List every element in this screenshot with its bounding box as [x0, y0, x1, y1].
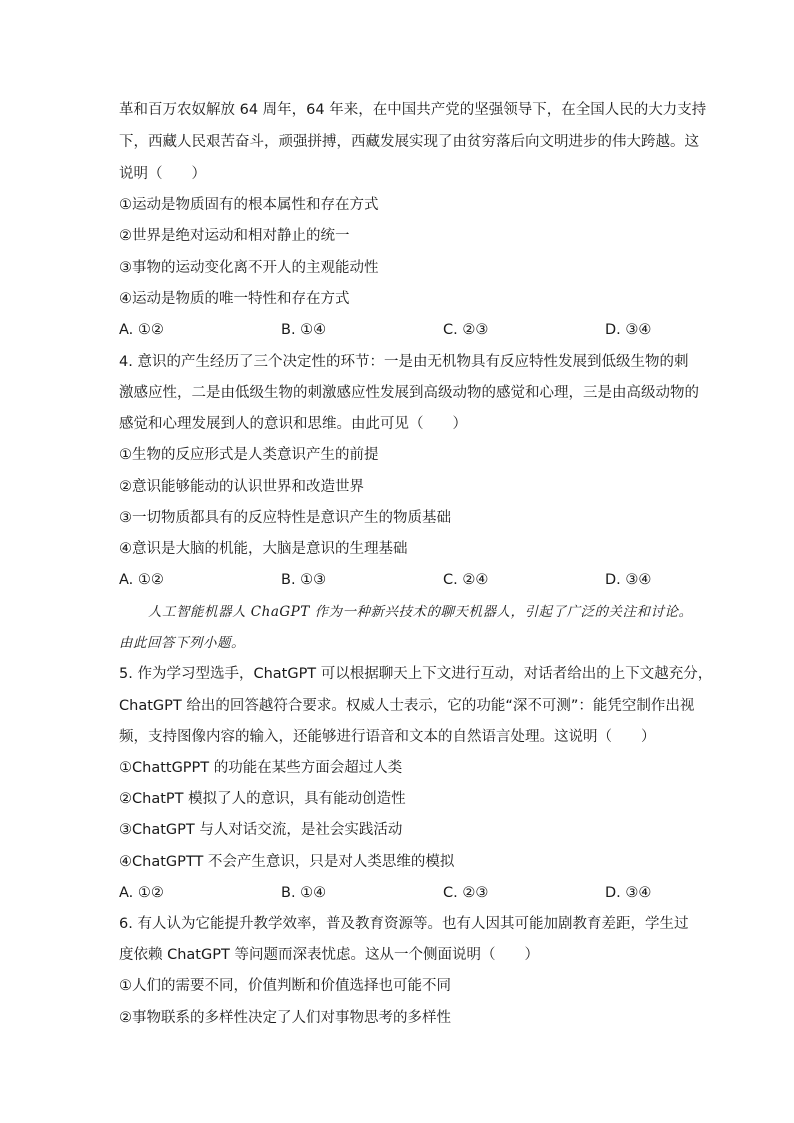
q5-stem-line-1: 5. 作为学习型选手，ChatGPT 可以根据聊天上下文进行互动，对话者给出的上下文越充分，	[119, 666, 713, 682]
q5-option-a[interactable]: A. ①②	[119, 885, 164, 901]
q5-stem-line-3: 频，支持图像内容的输入，还能够进行语音和文本的自然语言处理。这说明（ ）	[119, 729, 656, 745]
q4-item-1: ①生物的反应形式是人类意识产生的前提	[119, 447, 379, 463]
q5-stem-line-2: ChatGPT 给出的回答越符合要求。权威人士表示，它的功能“深不可测”：能凭空制作出视	[119, 698, 695, 714]
q3-option-d[interactable]: D. ③④	[605, 322, 652, 338]
q4-stem-line-1: 4. 意识的产生经历了三个决定性的环节：一是由无机物具有反应特性发展到低级生物的刺	[119, 354, 689, 370]
q5-item-3: ③ChatGPT 与人对话交流，是社会实践活动	[119, 822, 403, 838]
q5-options	[119, 883, 699, 903]
q4-option-a[interactable]: A. ①②	[119, 572, 164, 588]
q4-item-3: ③一切物质都具有的反应特性是意识产生的物质基础	[119, 510, 451, 526]
q3-item-2: ②世界是绝对运动和相对静止的统一	[119, 228, 350, 244]
material-line-2: 由此回答下列小题。	[119, 635, 245, 651]
q6-item-1: ①人们的需要不同，价值判断和价值选择也可能不同	[119, 978, 451, 994]
q5-option-c[interactable]: C. ②③	[443, 885, 489, 901]
q3-item-4: ④运动是物质的唯一特性和存在方式	[119, 291, 350, 307]
q3-stem-line-1: 革和百万农奴解放 64 周年，64 年来，在中国共产党的坚强领导下，在全国人民的大力支持	[119, 102, 707, 118]
q4-option-d[interactable]: D. ③④	[605, 572, 652, 588]
q5-item-2: ②ChatPT 模拟了人的意识，具有能动创造性	[119, 791, 406, 807]
q5-item-1: ①ChattGPPT 的功能在某些方面会超过人类	[119, 760, 403, 776]
q5-item-4: ④ChatGPTT 不会产生意识，只是对人类思维的模拟	[119, 854, 455, 870]
q3-option-a[interactable]: A. ①②	[119, 322, 164, 338]
q3-option-b[interactable]: B. ①④	[281, 322, 327, 338]
q6-stem-line-2: 度依赖 ChatGPT 等问题而深表忧虑。这从一个侧面说明（ ）	[119, 947, 539, 963]
q4-option-b[interactable]: B. ①③	[281, 572, 327, 588]
q3-option-c[interactable]: C. ②③	[443, 322, 489, 338]
q3-item-1: ①运动是物质固有的根本属性和存在方式	[119, 197, 379, 213]
q4-option-c[interactable]: C. ②④	[443, 572, 489, 588]
q3-item-3: ③事物的运动变化离不开人的主观能动性	[119, 260, 379, 276]
q4-options	[119, 570, 699, 590]
q5-option-d[interactable]: D. ③④	[605, 885, 652, 901]
material-line-1: 人工智能机器人 ChaGPT 作为一种新兴技术的聊天机器人，引起了广泛的关注和讨论。	[148, 604, 693, 620]
q3-stem-line-3: 说明（ ）	[119, 166, 206, 182]
q5-option-b[interactable]: B. ①④	[281, 885, 327, 901]
q4-stem-line-3: 感觉和心理发展到人的意识和思维。由此可见（ ）	[119, 416, 467, 432]
q6-stem-line-1: 6. 有人认为它能提升教学效率，普及教育资源等。也有人因其可能加剧教育差距，学生过	[119, 916, 689, 932]
q3-stem-line-2: 下，西藏人民艰苦奋斗，顽强拼搏，西藏发展实现了由贫穷落后向文明进步的伟大跨越。这	[119, 134, 699, 150]
q6-item-2: ②事物联系的多样性决定了人们对事物思考的多样性	[119, 1010, 451, 1026]
q4-item-4: ④意识是大脑的机能，大脑是意识的生理基础	[119, 541, 408, 557]
q3-options	[119, 320, 699, 340]
q4-item-2: ②意识能够能动的认识世界和改造世界	[119, 479, 364, 495]
q4-stem-line-2: 激感应性，二是由低级生物的刺激感应性发展到高级动物的感觉和心理，三是由高级动物的	[119, 385, 699, 401]
